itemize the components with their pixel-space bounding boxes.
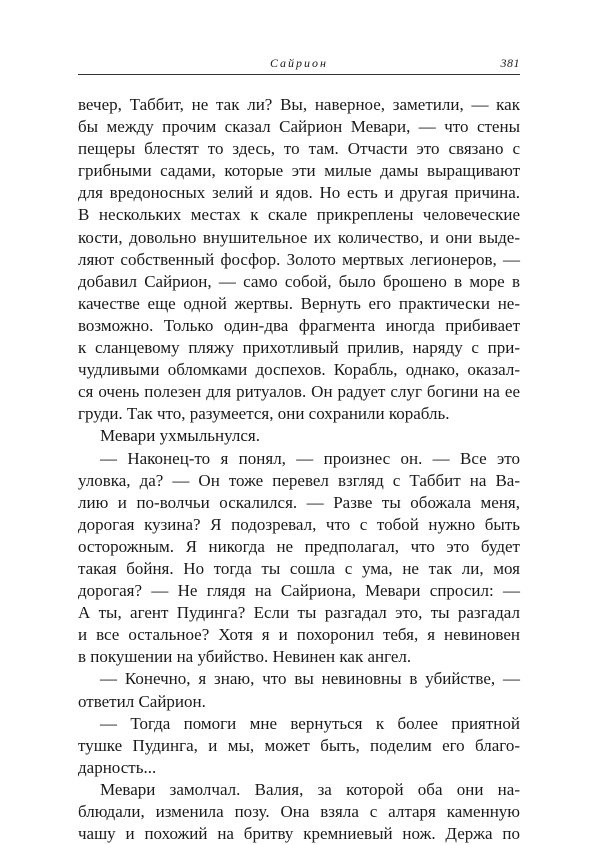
running-title: Сайрион [269, 56, 329, 70]
text-line: грибными садами, которые эти милые дамы выращивают [78, 161, 520, 181]
text-line: чудливыми обломками доспехов. Корабль, однако, оказал- [78, 360, 520, 380]
text-line: дорогая кузина? Я подозревал, что с тобой нужно быть [78, 514, 520, 534]
running-head [78, 56, 520, 72]
page-number: 381 [500, 56, 520, 70]
text-line: в покушении на убийство. Невинен как ангел. [78, 647, 412, 667]
text-line: груди. Так что, разумеется, они сохранили корабль. [78, 404, 450, 424]
text-line: вечер, Таббит, не так ли? Вы, наверное, заметили, — как [78, 95, 520, 114]
text-line: уловка, да? — Он тоже перевел взгляд с Таббит на Ва- [78, 470, 520, 490]
text-line: ся очень полезен для ритуалов. Он радует слуг богини на ее [78, 382, 520, 402]
text-line: тушке Пудинга, и мы, может быть, поделим его благо- [78, 735, 520, 755]
text-line: чашу и похожий на бритву кремниевый нож. Держа по [78, 824, 520, 844]
text-line: такая бойня. Но тогда ты сошла с ума, не так ли, моя [78, 558, 520, 578]
text-line: В нескольких местах к скале прикреплены человеческие [78, 205, 520, 225]
text-line: блюдали, изменила позу. Она взяла с алтаря каменную [78, 802, 520, 821]
text-line: дорогая? — Не глядя на Сайриона, Мевари спросил: — [78, 581, 520, 601]
text-line: дарность... [78, 757, 157, 777]
text-line: пещеры блестят то здесь, то там. Отчасти это связано с [78, 139, 520, 159]
text-line: добавил Сайрион, — само собой, было брошено в море в [78, 271, 520, 291]
text-line: Мевари ухмыльнулся. [100, 426, 260, 446]
text-line: возможно. Только один-два фрагмента иногда прибивает [78, 315, 520, 335]
text-line: ответил Сайрион. [78, 691, 206, 711]
text-line: — Наконец-то я понял, — произнес он. — Все это [100, 448, 520, 468]
text-line: лию и по-волчьи оскалился. — Разве ты обожала меня, [78, 492, 520, 512]
text-line: качестве еще одной жертвы. Вернуть его практически не- [78, 293, 520, 313]
text-line: — Тогда помоги мне вернуться к более приятной [100, 713, 520, 733]
text-line: осторожным. Я никогда не предполагал, что это будет [78, 536, 520, 556]
text-line: к сланцевому пляжу прихотливый прилив, наряду с при- [78, 338, 520, 358]
text-line: — Конечно, я знаю, что вы невиновны в убийстве, — [100, 669, 520, 689]
text-line: бы между прочим сказал Сайрион Мевари, — что стены [78, 117, 520, 137]
text-line: кости, довольно внушительное их количество, и они выде- [78, 227, 520, 247]
text-line: Мевари замолчал. Валия, за которой оба они на- [100, 779, 520, 799]
header-rule [78, 74, 520, 75]
body-text [78, 94, 520, 845]
text-line: и все остальное? Хотя я и похоронил тебя, я невиновен [78, 625, 520, 645]
text-line: ляют собственный фосфор. Золото мертвых легионеров, — [78, 249, 520, 269]
text-line: А ты, агент Пудинга? Если ты разгадал это, ты разгадал [78, 603, 520, 623]
text-line: для вредоносных зелий и ядов. Но есть и другая причина. [78, 183, 520, 203]
